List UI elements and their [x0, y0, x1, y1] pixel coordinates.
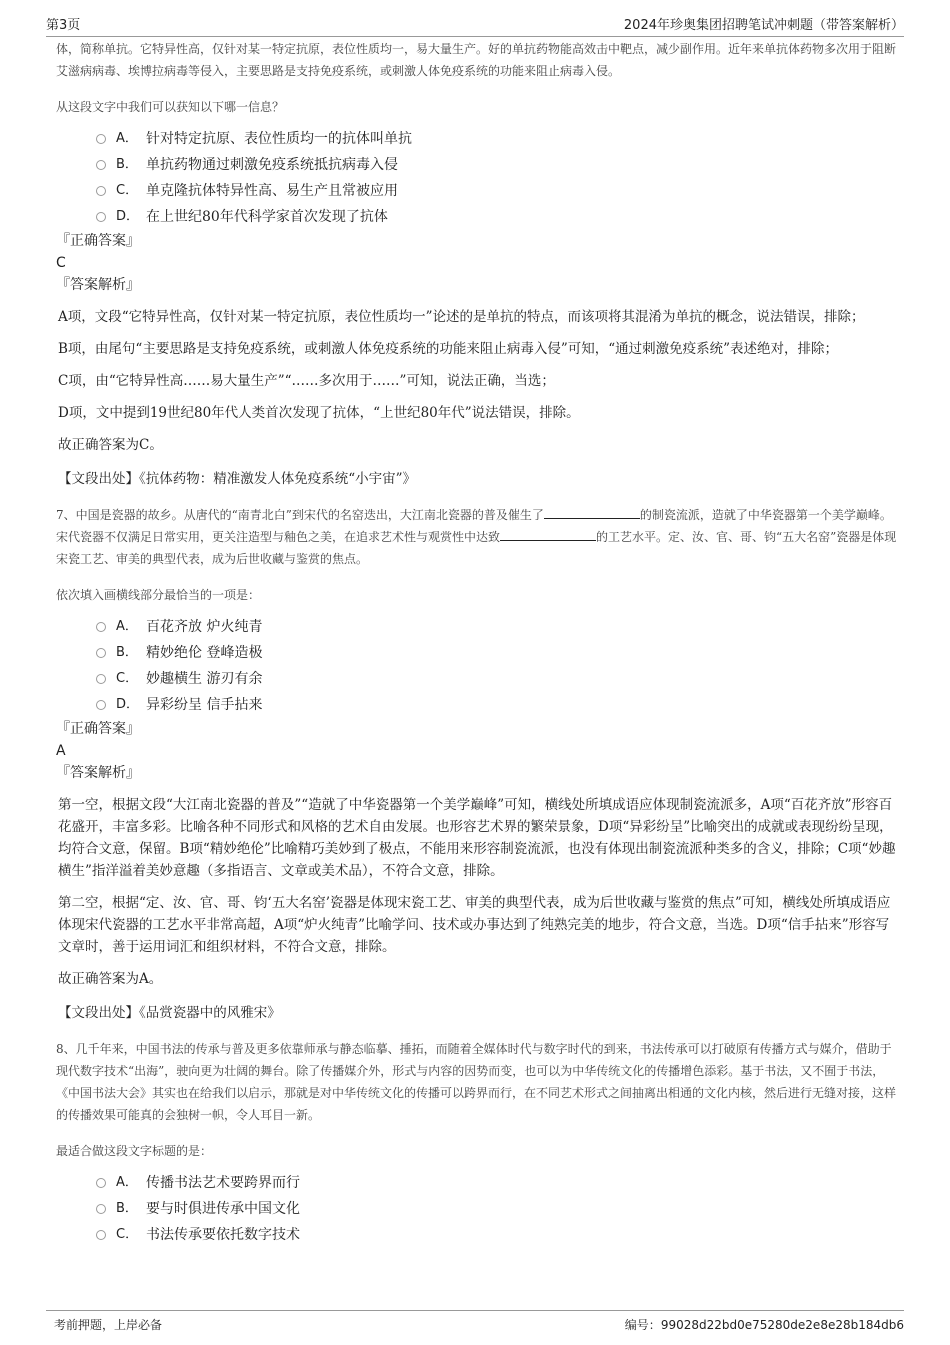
- q8-prompt: 最适合做这段文字标题的是：: [56, 1144, 213, 1158]
- q7-source: 【文段出处】《品赏瓷器中的风雅宋》: [58, 1005, 281, 1021]
- radio-icon[interactable]: [96, 134, 106, 144]
- q6-conclusion: 故正确答案为C。: [58, 437, 163, 453]
- radio-icon[interactable]: [96, 648, 106, 658]
- page-number: 第3页: [46, 18, 81, 33]
- q6-option-c[interactable]: C． 单克隆抗体特异性高、易生产且常被应用: [96, 178, 898, 204]
- radio-icon[interactable]: [96, 212, 106, 222]
- q7-answer-label: 『正确答案』: [56, 721, 140, 737]
- q6-option-b[interactable]: B． 单抗药物通过刺激免疫系统抵抗病毒入侵: [96, 152, 898, 178]
- radio-icon[interactable]: [96, 700, 106, 710]
- page-header: [46, 10, 904, 37]
- q8-option-c[interactable]: C． 书法传承要依托数字技术: [96, 1222, 898, 1248]
- radio-icon[interactable]: [96, 186, 106, 196]
- document-code: 编号：99028d22bd0e75280de2e8e28b184db6: [624, 1318, 904, 1332]
- q8-option-a[interactable]: A． 传播书法艺术要跨界而行: [96, 1170, 898, 1196]
- radio-icon[interactable]: [96, 1178, 106, 1188]
- q8-passage: 8、几千年来，中国书法的传承与普及更多依靠师承与静态临摹、捶拓，而随着全媒体时代与数字时代的到来，书法传承可以打破原有传播方式与媒介，借助于现代数字技术“出海”，驶向更为壮阔的舞台。除了传播媒介外，形式与内容的因势而变，也可以为中华传统文化的传播增色添彩。基于书法，又不囿于书法，《中国书法大会》其实也在给我们以启示，那就是对中华传统文化的传播可以跨界而行，在不同艺术形式之间抽离出相通的文化内核，然后进行无缝对接，这样的传播效果可能真的会独树一帜，令人耳目一新。: [56, 1042, 897, 1122]
- q7-analysis-label: 『答案解析』: [56, 765, 140, 781]
- radio-icon[interactable]: [96, 1230, 106, 1240]
- q7-option-b[interactable]: B． 精妙绝伦 登峰造极: [96, 640, 898, 666]
- q6-analysis-b: B项，由尾句“主要思路是支持免疫系统，或刺激人体免疫系统的功能来阻止病毒入侵”可知，“通过刺激免疫系统”表述绝对，排除；: [58, 341, 839, 357]
- q6-passage: 体，简称单抗。它特异性高，仅针对某一特定抗原，表位性质均一，易大量生产。好的单抗药物能高效击中靶点，减少副作用。近年来单抗体药物多次用于阻断艾滋病病毒、埃博拉病毒等侵入，主要思路是支持免疫系统，或刺激人体免疫系统的功能来阻止病毒入侵。: [56, 42, 897, 78]
- q6-option-d[interactable]: D． 在上世纪80年代科学家首次发现了抗体: [96, 204, 898, 230]
- q7-answer: A: [56, 743, 66, 759]
- q6-options: [96, 126, 898, 230]
- document-title: 2024年珍奥集团招聘笔试冲刺题（带答案解析）: [623, 18, 904, 33]
- fill-blank-1: [544, 506, 640, 519]
- q7-passage: 7、中国是瓷器的故乡。从唐代的“南青北白”到宋代的名窑迭出，大江南北瓷器的普及催生了 的制瓷流派，造就了中华瓷器第一个美学巅峰。宋代瓷器不仅满足日常实用，更关注造型与釉色之美，在追求艺术性与观赏性中达致 的工艺水平。定、汝、官、哥、钧“五大名窑”瓷器是体现宋瓷工艺、审美的典型代表，成为后世收藏与鉴赏的焦点。: [56, 508, 897, 566]
- radio-icon[interactable]: [96, 1204, 106, 1214]
- q8-options: [96, 1170, 898, 1248]
- radio-icon[interactable]: [96, 622, 106, 632]
- page-content: [56, 38, 898, 1248]
- radio-icon[interactable]: [96, 674, 106, 684]
- q6-answer-label: 『正确答案』: [56, 233, 140, 249]
- q7-conclusion: 故正确答案为A。: [58, 971, 163, 987]
- q7-option-c[interactable]: C． 妙趣横生 游刃有余: [96, 666, 898, 692]
- q8-option-b[interactable]: B． 要与时俱进传承中国文化: [96, 1196, 898, 1222]
- q6-analysis-d: D项，文中提到19世纪80年代人类首次发现了抗体，“上世纪80年代”说法错误，排除。: [58, 405, 580, 421]
- page-footer: [46, 1310, 904, 1335]
- radio-icon[interactable]: [96, 160, 106, 170]
- q6-answer: C: [56, 255, 66, 271]
- q7-analysis-second-blank: 第二空，根据“定、汝、官、哥、钧‘五大名窑’瓷器是体现宋瓷工艺、审美的典型代表，成为后世收藏与鉴赏的焦点”可知，横线处所填成语应体现宋代瓷器的工艺水平非常高超，A项“炉火纯青”比喻学问、技术或办事达到了纯熟完美的地步，符合文意，当选。D项“信手拈来”形容写文章时，善于运用词汇和组织材料，不符合文意，排除。: [58, 895, 891, 955]
- q7-analysis-first-blank: 第一空，根据文段“大江南北瓷器的普及”“造就了中华瓷器第一个美学巅峰”可知，横线处所填成语应体现制瓷流派多，A项“百花齐放”形容百花盛开，丰富多彩。比喻各种不同形式和风格的艺术自由发展。也形容艺术界的繁荣景象，D项“异彩纷呈”比喻突出的成就或表现纷纷呈现，均符合文意，保留。B项“精妙绝伦”比喻精巧美妙到了极点，不能用来形容制瓷流派，也没有体现出制瓷流派种类多的含义，排除；C项“妙趣横生”指洋溢着美妙意趣（多指语言、文章或美术品），不符合文意，排除。: [58, 797, 896, 879]
- q6-prompt: 从这段文字中我们可以获知以下哪一信息？: [56, 100, 285, 114]
- q6-analysis-a: A项，文段“它特异性高，仅针对某一特定抗原，表位性质均一”论述的是单抗的特点，而该项将其混淆为单抗的概念，说法错误，排除；: [58, 309, 865, 325]
- q6-analysis-c: C项，由“它特异性高……易大量生产”“……多次用于……”可知，说法正确，当选；: [58, 373, 555, 389]
- q6-option-a[interactable]: A． 针对特定抗原、表位性质均一的抗体叫单抗: [96, 126, 898, 152]
- q7-option-d[interactable]: D． 异彩纷呈 信手拈来: [96, 692, 898, 718]
- q6-analysis-label: 『答案解析』: [56, 277, 140, 293]
- q7-options: [96, 614, 898, 718]
- footer-note: 考前押题，上岸必备: [54, 1318, 163, 1332]
- q6-source: 【文段出处】《抗体药物：精准激发人体免疫系统“小宇宙”》: [58, 471, 417, 487]
- q7-prompt: 依次填入画横线部分最恰当的一项是：: [56, 588, 261, 602]
- fill-blank-2: [500, 528, 596, 541]
- q7-option-a[interactable]: A． 百花齐放 炉火纯青: [96, 614, 898, 640]
